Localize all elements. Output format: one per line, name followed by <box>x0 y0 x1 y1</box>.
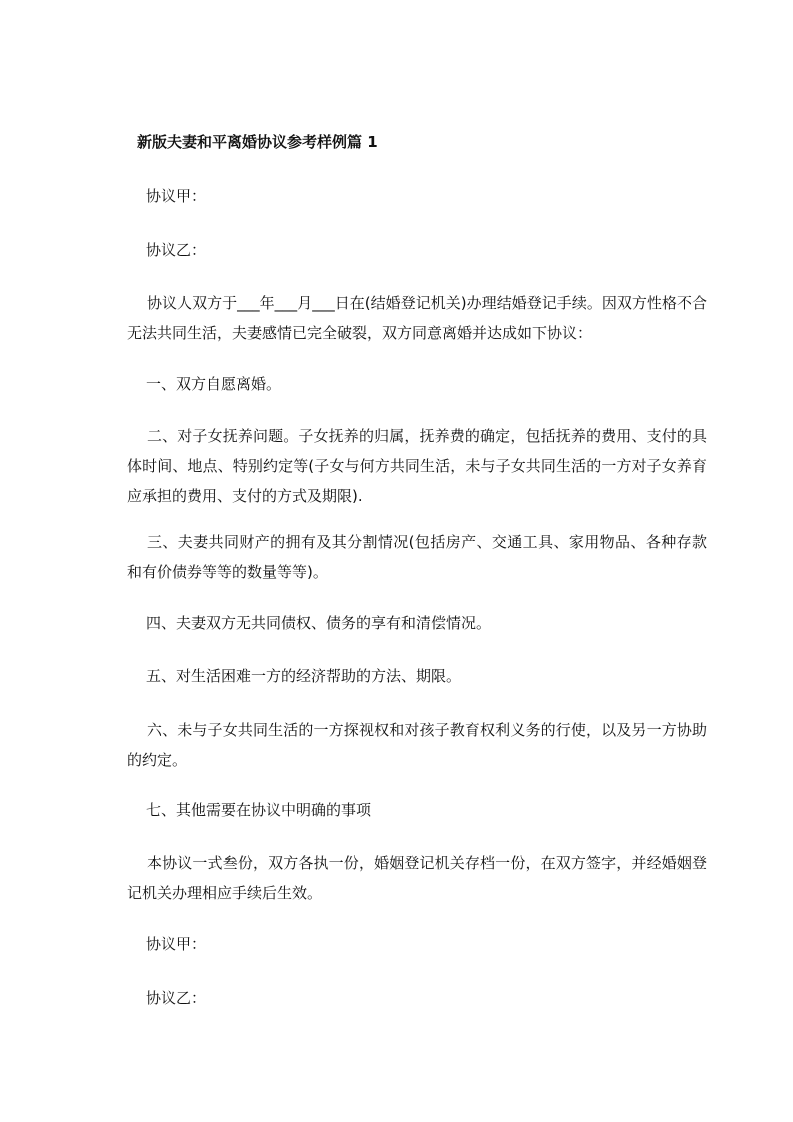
clause-3: 三、夫妻共同财产的拥有及其分割情况(包括房产、交通工具、家用物品、各种存款和有价债券等等的数量等等)。 <box>127 533 707 581</box>
document-title: 新版夫妻和平离婚协议参考样例篇 1 <box>137 133 378 151</box>
clause-7: 七、其他需要在协议中明确的事项 <box>146 801 372 819</box>
clause-5: 五、对生活困难一方的经济帮助的方法、期限。 <box>146 667 462 685</box>
party-a-label-bottom: 协议甲： <box>146 935 207 953</box>
clause-6: 六、未与子女共同生活的一方探视权和对孩子教育权利义务的行使，以及另一方协助的约定。 <box>127 721 707 769</box>
party-a-label-top: 协议甲： <box>146 187 207 205</box>
clause-4: 四、夫妻双方无共同债权、债务的享有和清偿情况。 <box>146 614 492 632</box>
intro-paragraph: 协议人双方于___年___月___日在(结婚登记机关)办理结婚登记手续。因双方性格不合无法共同生活，夫妻感情已完全破裂，双方同意离婚并达成如下协议： <box>127 294 707 342</box>
clause-1: 一、双方自愿离婚。 <box>146 375 282 393</box>
party-b-label-top: 协议乙： <box>146 241 207 259</box>
closing-paragraph: 本协议一式叁份，双方各执一份，婚姻登记机关存档一份，在双方签字，并经婚姻登记机关办理相应手续后生效。 <box>127 854 707 902</box>
clause-2: 二、对子女抚养问题。子女抚养的归属，抚养费的确定，包括抚养的费用、支付的具体时间、地点、特别约定等(子女与何方共同生活，未与子女共同生活的一方对子女养育应承担的费用、支付的方式及期限). <box>127 427 707 505</box>
party-b-label-bottom: 协议乙： <box>146 989 207 1007</box>
